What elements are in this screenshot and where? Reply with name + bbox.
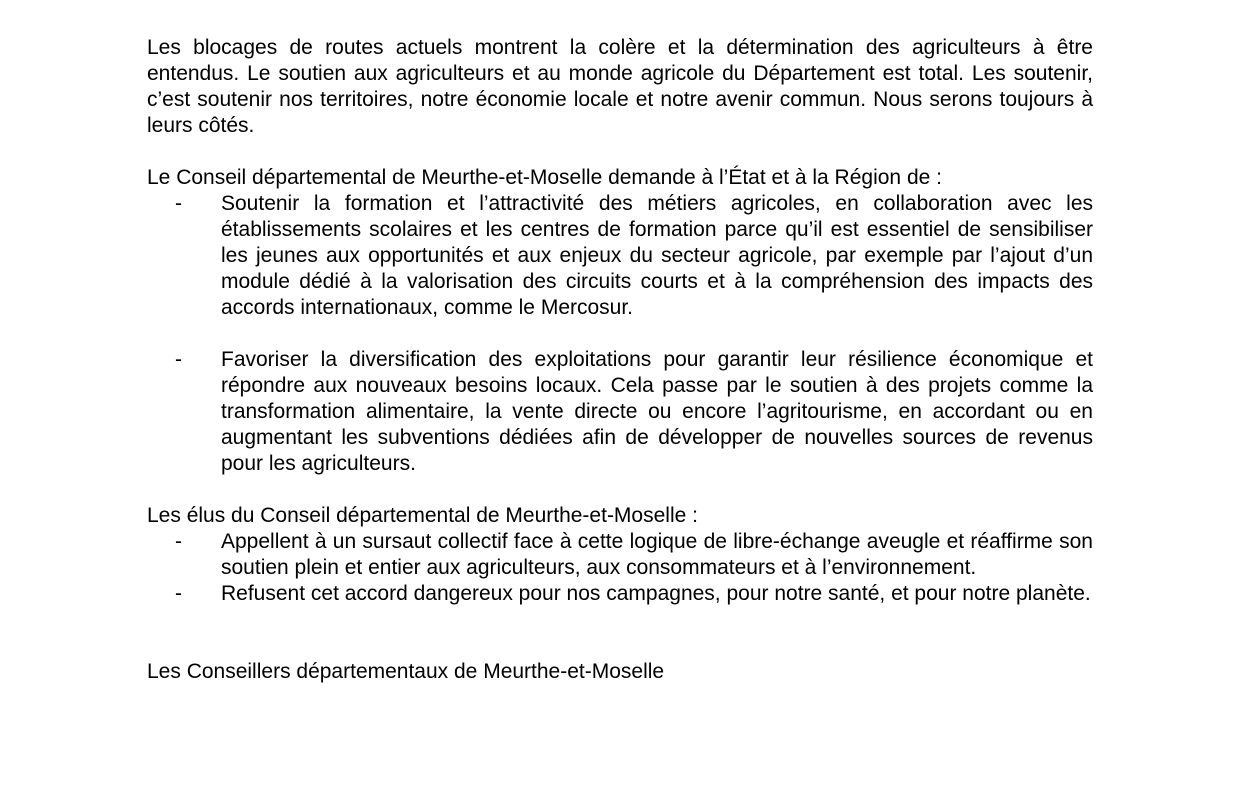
spacer (147, 321, 1093, 347)
bullet-dash: - (175, 192, 182, 215)
section2-list (147, 529, 1093, 607)
section1-lead: Le Conseil départemental de Meurthe-et-Moselle demande à l’État et à la Région de : (147, 166, 942, 189)
bullet-dash: - (175, 582, 182, 605)
bullet-dash: - (175, 530, 182, 553)
spacer (147, 607, 1093, 659)
spacer (147, 477, 1093, 503)
list-item (147, 347, 1093, 477)
section2-lead: Les élus du Conseil départemental de Meurthe-et-Moselle : (147, 504, 698, 527)
list-item (147, 581, 1093, 607)
spacer (147, 139, 1093, 165)
list-item-text: Refusent cet accord dangereux pour nos campagnes, pour notre santé, et pour notre planète. (221, 582, 1091, 605)
list-item (147, 529, 1093, 581)
list-item-text: Favoriser la diversification des exploitations pour garantir leur résilience économique et répondre aux nouveaux besoins locaux. Cela passe par le soutien à des projets comme la transformation alimentaire, la vente directe ou encore l’agritourisme, en accordant ou en augmentant les subventions dédiées afin de développer de nouvelles sources de revenus pour les agriculteurs. (221, 348, 1093, 475)
section1-list (147, 191, 1093, 477)
list-item (147, 191, 1093, 321)
intro-paragraph: Les blocages de routes actuels montrent la colère et la détermination des agriculteurs à être entendus. Le soutien aux agriculteurs et au monde agricole du Département est total. Les soutenir, c’est soutenir nos territoires, notre économie locale et notre avenir commun. Nous serons toujours à leurs côtés. (147, 36, 1093, 137)
signature: Les Conseillers départementaux de Meurthe-et-Moselle (147, 660, 665, 683)
list-item-text: Soutenir la formation et l’attractivité des métiers agricoles, en collaboration avec les établissements scolaires et les centres de formation parce qu’il est essentiel de sensibiliser les jeunes aux opportunités et aux enjeux du secteur agricole, par exemple par l’ajout d’un module dédié à la valorisation des circuits courts et à la compréhension des impacts des accords internationaux, comme le Mercosur. (221, 192, 1093, 319)
document-page (147, 35, 1093, 685)
bullet-dash: - (175, 348, 182, 371)
list-item-text: Appellent à un sursaut collectif face à cette logique de libre-échange aveugle et réaffirme son soutien plein et entier aux agriculteurs, aux consommateurs et à l’environnement. (221, 530, 1093, 579)
